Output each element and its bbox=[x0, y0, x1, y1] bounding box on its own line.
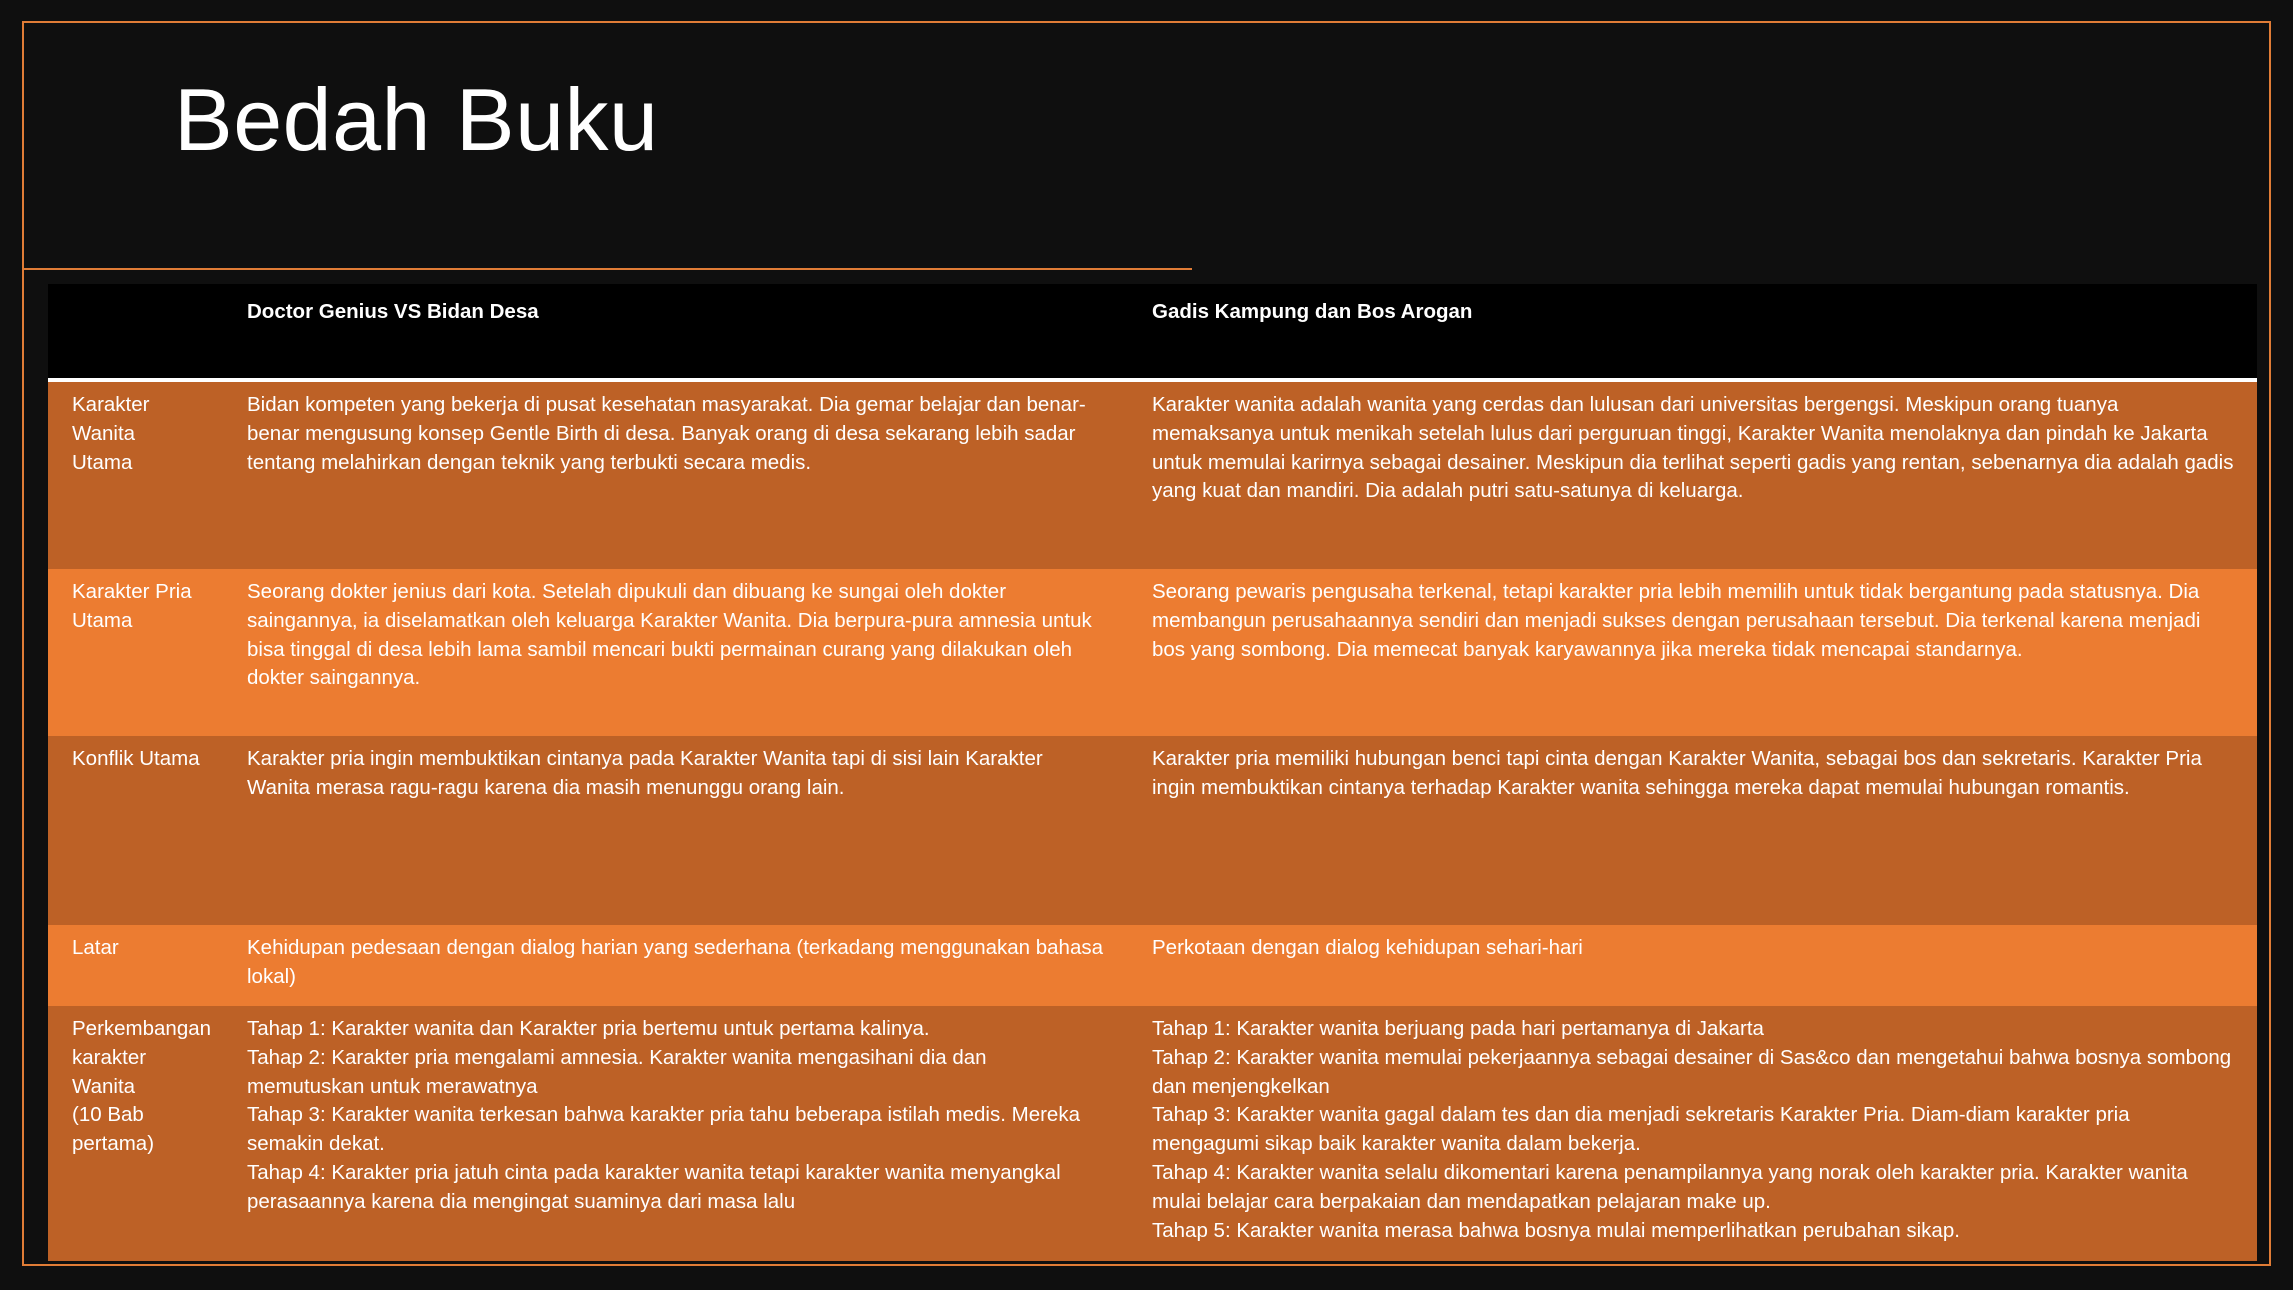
row-label-line: Perkembangan karakter Wanita bbox=[72, 1017, 212, 1098]
stage-line: Tahap 3: Karakter wanita gagal dalam tes dan dia menjadi sekretaris Karakter Pria. Diam-diam karakter pria mengagumi sikap baik karakter wanita dalam bekerja. bbox=[1152, 1103, 2130, 1156]
comparison-table bbox=[48, 284, 2257, 1261]
book2-cell: Karakter wanita adalah wanita yang cerdas dan lulusan dari universitas bergengsi. Meskipun orang tuanya memaksanya untuk menikah setelah lulus dari perguruan tinggi, Karakter Wanita menolaknya dan pindah ke Jakarta untuk memulai karirnya sebagai desainer. Meskipun dia terlihat seperti gadis yang rentan, sebenarnya dia adalah gadis yang kuat dan mandiri. Dia adalah putri satu-satunya di keluarga. bbox=[1152, 393, 2234, 503]
row-label-line: (10 Bab pertama) bbox=[72, 1103, 155, 1156]
row-label bbox=[48, 1006, 223, 1261]
book2-cell: Seorang pewaris pengusaha terkenal, tetapi karakter pria lebih memilih untuk tidak bergantung pada statusnya. Dia membangun perusahaannya sendiri dan menjadi sukses dengan perusahaan tersebut. Dia terkenal karena menjadi bos yang sombong. Dia memecat banyak karyawannya jika mereka tidak mencapai standarnya. bbox=[1152, 580, 2201, 661]
book1-cell: Kehidupan pedesaan dengan dialog harian yang sederhana (terkadang menggunakan bahasa lokal) bbox=[247, 936, 1103, 988]
stage-line: Tahap 5: Karakter wanita merasa bahwa bosnya mulai memperlihatkan perubahan sikap. bbox=[1152, 1218, 1960, 1242]
book1-cell bbox=[223, 1006, 1128, 1261]
header-book-2: Gadis Kampung dan Bos Arogan bbox=[1152, 300, 1473, 323]
book1-cell: Bidan kompeten yang bekerja di pusat kesehatan masyarakat. Dia gemar belajar dan benar-benar mengusung konsep Gentle Birth di desa. Banyak orang di desa sekarang lebih sadar tentang melahirkan dengan teknik yang terbukti secara medis. bbox=[247, 393, 1086, 474]
table-row bbox=[48, 925, 2257, 1006]
book1-cell: Karakter pria ingin membuktikan cintanya pada Karakter Wanita tapi di sisi lain Karakter Wanita merasa ragu-ragu karena dia masih menunggu orang lain. bbox=[247, 747, 1043, 799]
row-label: Latar bbox=[72, 936, 119, 959]
row-label: Karakter Pria Utama bbox=[72, 580, 192, 632]
stage-line: Tahap 1: Karakter wanita dan Karakter pria bertemu untuk pertama kalinya. bbox=[247, 1017, 930, 1040]
book1-cell: Seorang dokter jenius dari kota. Setelah dipukuli dan dibuang ke sungai oleh dokter saingannya, ia diselamatkan oleh keluarga Karakter Wanita. Dia berpura-pura amnesia untuk bisa tinggal di desa lebih lama sambil mencari bukti permainan curang yang dilakukan oleh dokter saingannya. bbox=[247, 580, 1092, 690]
stage-line: Tahap 4: Karakter wanita selalu dikomentari karena penampilannya yang norak oleh karakter pria. Karakter wanita mulai belajar cara berpakaian dan mendapatkan pelajaran make up. bbox=[1152, 1160, 2188, 1213]
row-label: Karakter Wanita Utama bbox=[72, 393, 150, 474]
table-header-row bbox=[48, 284, 2257, 380]
table-row bbox=[48, 569, 2257, 736]
header-empty-cell bbox=[48, 284, 223, 380]
stage-line: Tahap 2: Karakter wanita memulai pekerjaannya sebagai desainer di Sas&co dan mengetahui bahwa bosnya sombong dan menjengkelkan bbox=[1152, 1045, 2232, 1098]
table-row bbox=[48, 380, 2257, 569]
stage-line: Tahap 2: Karakter pria mengalami amnesia. Karakter wanita mengasihani dia dan memutuskan untuk merawatnya bbox=[247, 1045, 987, 1098]
stage-line: Tahap 4: Karakter pria jatuh cinta pada karakter wanita tetapi karakter wanita menyangkal perasaannya karena dia mengingat suaminya dari masa lalu bbox=[247, 1160, 1061, 1213]
slide-title: Bedah Buku bbox=[174, 70, 659, 169]
book2-cell bbox=[1128, 1006, 2257, 1261]
table-row bbox=[48, 1006, 2257, 1261]
title-divider bbox=[22, 268, 1192, 270]
book2-cell: Karakter pria memiliki hubungan benci tapi cinta dengan Karakter Wanita, sebagai bos dan sekretaris. Karakter Pria ingin membuktikan cintanya terhadap Karakter wanita sehingga mereka dapat memulai hubungan romantis. bbox=[1152, 747, 2202, 799]
book2-cell: Perkotaan dengan dialog kehidupan sehari-hari bbox=[1152, 936, 1583, 959]
header-book-1: Doctor Genius VS Bidan Desa bbox=[247, 300, 539, 323]
row-label: Konflik Utama bbox=[72, 747, 200, 770]
table-row bbox=[48, 736, 2257, 925]
stage-line: Tahap 1: Karakter wanita berjuang pada hari pertamanya di Jakarta bbox=[1152, 1017, 1764, 1040]
stage-line: Tahap 3: Karakter wanita terkesan bahwa karakter pria tahu beberapa istilah medis. Mereka semakin dekat. bbox=[247, 1103, 1080, 1156]
